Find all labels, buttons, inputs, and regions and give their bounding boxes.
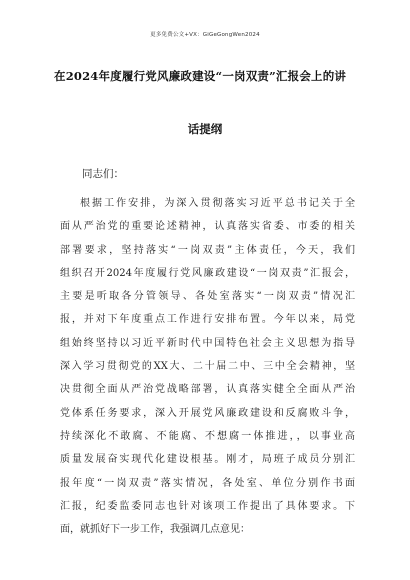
document-title-line1: 在2024年度履行党风廉政建设“一岗双责”汇报会上的讲 [54, 69, 347, 83]
body-line: 组织召开2024年度履行党风廉政建设“一岗双责”汇报会， [60, 267, 355, 279]
body-line: 主要是听取各分管领导、各处室落实“一岗双责”情况汇 [60, 291, 355, 303]
body-line: 部署要求，坚持落实“一岗双责”主体责任，今天，我们 [60, 244, 355, 256]
body-paragraph [60, 192, 355, 541]
body-line: 面，就抓好下一步工作，我强调几点意见： [60, 524, 250, 536]
body-line: 报，并对下年度重点工作进行安排布置。今年以来，局党 [60, 314, 355, 326]
body-line: 深入学习贯彻党的XX大、二十届二中、三中全会精神，坚 [60, 361, 355, 373]
header-watermark: 更多免费公文+VX：GiGeGongWen2024 [150, 32, 260, 38]
body-line: 根据工作安排，为深入贯彻落实习近平总书记关于全 [80, 198, 355, 209]
body-line: 报年度“一岗双责”落实情况，各处室、单位分别作书面 [60, 477, 355, 489]
body-line: 决贯彻全面从严治党战略部署，认真落实健全全面从严治 [60, 384, 355, 396]
body-line: 面从严治党的重要论述精神，认真落实省委、市委的相关 [60, 221, 355, 233]
body-line: 汇报，纪委监委同志也针对该项工作提出了具体要求。下 [60, 500, 355, 512]
body-line: 质量发展奋实现代化建设根基。刚才，局班子成员分别汇 [60, 454, 355, 466]
salutation: 同志们： [82, 168, 124, 180]
body-line: 组始终坚持以习近平新时代中国特色社会主义思想为指导 [60, 337, 355, 349]
document-title-line2: 话提纲 [187, 122, 223, 136]
body-line: 持续深化不敢腐、不能腐、不想腐一体推进，，以事业高 [60, 430, 355, 442]
body-line: 党体系任务要求，深入开展党风廉政建设和反腐败斗争， [60, 407, 355, 419]
